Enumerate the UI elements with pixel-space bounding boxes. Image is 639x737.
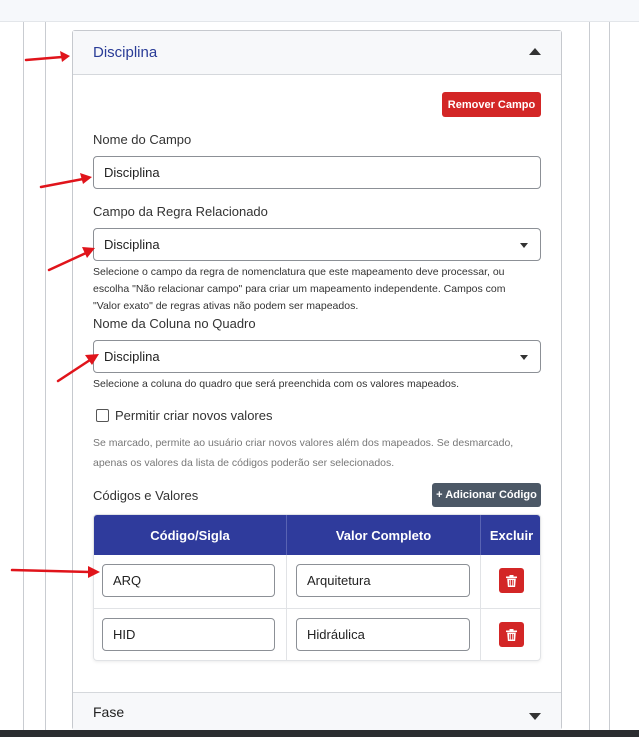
annotation-arrow (20, 48, 74, 66)
inner-border-right (589, 22, 590, 730)
column-name-label: Nome da Coluna no Quadro (93, 316, 256, 331)
chevron-down-icon[interactable] (529, 713, 541, 720)
inner-border-left (45, 22, 46, 730)
related-field-label: Campo da Regra Relacionado (93, 204, 268, 219)
trash-icon (506, 575, 517, 587)
value-input[interactable]: Hidráulica (296, 618, 470, 651)
delete-row-button[interactable] (499, 568, 524, 593)
related-field-value: Disciplina (104, 237, 160, 252)
annotation-arrow (44, 240, 100, 276)
column-header-code: Código/Sigla (150, 527, 230, 543)
related-field-help: Selecione o campo da regra de nomenclatura que este mapeamento deve processar, ou escolha "Não relacionar campo" para criar um mapeamento independente. Campos com "Valor exato" de regras ativas não podem ser mapeados. (93, 266, 506, 312)
section-header-fase[interactable] (73, 692, 561, 731)
dropdown-caret-icon (520, 355, 528, 360)
outer-border-left (23, 22, 24, 730)
code-input[interactable]: ARQ (102, 564, 275, 597)
top-bar (0, 0, 639, 22)
outer-border-right (609, 22, 610, 730)
field-name-label: Nome do Campo (93, 132, 192, 147)
section-title: Disciplina (93, 44, 158, 61)
bottom-bar (0, 730, 639, 737)
table-header (94, 515, 540, 555)
allow-new-label[interactable]: Permitir criar novos valores (115, 408, 273, 423)
annotation-arrow (36, 170, 96, 192)
section-header-disciplina[interactable] (73, 31, 561, 75)
remove-field-button[interactable]: Remover Campo (442, 92, 541, 117)
codes-table (93, 514, 541, 661)
field-name-input[interactable]: Disciplina (93, 156, 541, 189)
trash-icon (506, 629, 517, 641)
column-name-help: Selecione a coluna do quadro que será preenchida com os valores mapeados. (93, 378, 459, 390)
row-divider (94, 608, 540, 609)
allow-new-checkbox[interactable] (96, 409, 109, 422)
column-header-value: Valor Completo (335, 527, 432, 543)
chevron-up-icon[interactable] (529, 48, 541, 55)
delete-row-button[interactable] (499, 622, 524, 647)
dropdown-caret-icon (520, 243, 528, 248)
add-code-button[interactable]: + Adicionar Código (432, 483, 541, 507)
codes-label: Códigos e Valores (93, 488, 199, 503)
section-title-fase: Fase (93, 704, 125, 720)
related-field-select[interactable] (93, 228, 541, 261)
allow-new-help: Se marcado, permite ao usuário criar novos valores além dos mapeados. Se desmarcado, apenas os valores da lista de códigos poderão ser selecionados. (93, 437, 514, 469)
code-input[interactable]: HID (102, 618, 275, 651)
column-name-select[interactable] (93, 340, 541, 373)
value-input[interactable]: Arquitetura (296, 564, 470, 597)
annotation-arrow (8, 562, 104, 580)
column-name-value: Disciplina (104, 349, 160, 364)
annotation-arrow (52, 344, 104, 386)
column-header-delete: Excluir (489, 527, 534, 543)
